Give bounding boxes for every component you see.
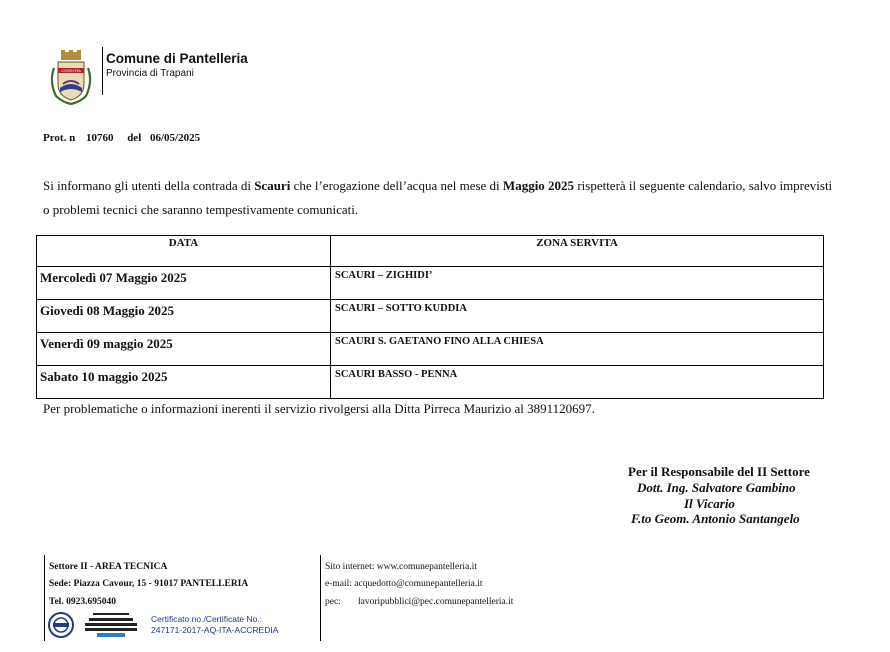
signature-title: Per il Responsabile del II Settore [628, 464, 810, 479]
footer-pec-label: pec: [325, 597, 341, 607]
prot-number: 10760 [85, 132, 114, 144]
certificate-number: 247171-2017-AQ-ITA-ACCREDIA [151, 625, 279, 635]
table-row [37, 267, 824, 300]
header-data: DATA [37, 236, 331, 267]
intro-text-1: Si informano gli utenti della contrada di [43, 178, 255, 193]
signature-role: Il Vicario [684, 496, 735, 511]
row-date: Giovedì 08 Maggio 2025 [37, 300, 331, 333]
certificate-label: Certificato no./Certificate No.: [151, 614, 263, 624]
footer-middle-divider [320, 555, 321, 641]
intro-contrada: Scauri [254, 178, 291, 193]
footer-website: Sito internet: www.comunepantelleria.it [325, 562, 477, 572]
table-row [37, 333, 824, 366]
provincia-label: Provincia di Trapani [106, 68, 194, 79]
row-zone: SCAURI S. GAETANO FINO ALLA CHIESA [331, 333, 824, 366]
footer-pec: lavoripubblici@pec.comunepantelleria.it [358, 597, 514, 607]
contact-line: Per problematiche o informazioni inerenti il servizio rivolgersi alla Ditta Pirreca Maurizio al 3891120697. [43, 401, 595, 416]
quality-system-badge-icon [79, 612, 143, 638]
comune-name: Comune di Pantelleria [106, 51, 248, 66]
prot-date: 06/05/2025 [150, 132, 201, 144]
row-date: Sabato 10 maggio 2025 [37, 366, 331, 399]
table-row [37, 366, 824, 399]
comune-crest-logo [48, 50, 94, 106]
prot-label: Prot. n [43, 132, 76, 144]
intro-paragraph [43, 174, 833, 222]
intro-text-2: che l’erogazione dell’acqua nel mese di [290, 178, 503, 193]
row-zone: SCAURI – ZIGHIDI’ [331, 267, 824, 300]
row-date: Mercoledì 07 Maggio 2025 [37, 267, 331, 300]
signature-name: Dott. Ing. Salvatore Gambino [637, 480, 796, 495]
intro-mese: Maggio 2025 [502, 178, 575, 193]
header-zona: ZONA SERVITA [331, 236, 824, 267]
footer-settore: Settore II - AREA TECNICA [49, 562, 168, 572]
footer-sede: Sede: Piazza Cavour, 15 - 91017 PANTELLERIA [49, 579, 249, 589]
schedule-table [36, 235, 824, 399]
footer-left-divider [44, 555, 45, 641]
header-divider [102, 47, 103, 95]
row-date: Venerdì 09 maggio 2025 [37, 333, 331, 366]
prot-date-label: del [127, 132, 142, 144]
table-header-row [37, 236, 824, 267]
footer-tel: Tel. 0923.695040 [49, 597, 116, 607]
crest-text: COSSYRA [61, 68, 81, 73]
signature-signed-by: F.to Geom. Antonio Santangelo [631, 511, 800, 526]
protocol-line [43, 132, 200, 144]
certification-seal-icon [48, 612, 74, 638]
intro-text-3: rispetterà il seguente calendario, salvo imprevisti o problemi tecnici che saranno tempestivamente comunicati. [43, 178, 833, 217]
row-zone: SCAURI BASSO - PENNA [331, 366, 824, 399]
table-row [37, 300, 824, 333]
row-zone: SCAURI – SOTTO KUDDIA [331, 300, 824, 333]
footer-email: e-mail: acquedotto@comunepantelleria.it [325, 579, 483, 589]
certificate-info [151, 614, 278, 636]
